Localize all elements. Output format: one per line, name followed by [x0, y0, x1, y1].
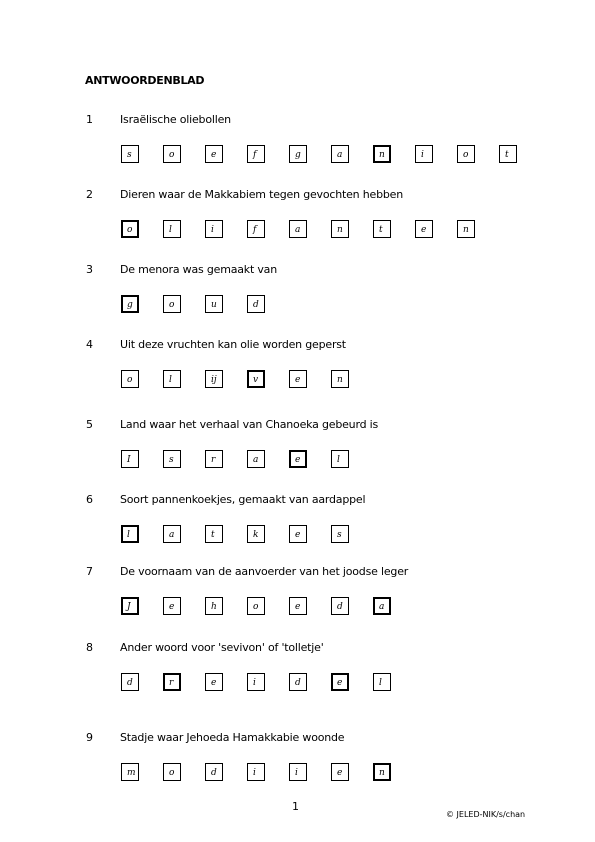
answer-letter-box: r: [205, 450, 223, 468]
answer-letter-box: ij: [205, 370, 223, 388]
answer-letter-box: l: [373, 673, 391, 691]
answer-letter-box: e: [331, 673, 349, 691]
answer-letter-box: o: [457, 145, 475, 163]
answer-letter-box: l: [121, 525, 139, 543]
question-number: 1: [86, 113, 93, 126]
question-text: Ander woord voor 'sevivon' of 'tolletje': [120, 641, 324, 654]
answer-letter-box: o: [121, 220, 139, 238]
answer-letter-box: m: [121, 763, 139, 781]
answer-letter-box: n: [331, 370, 349, 388]
question-text: Dieren waar de Makkabiem tegen gevochten hebben: [120, 188, 403, 201]
answer-letter-box: l: [163, 370, 181, 388]
answer-letter-box: d: [121, 673, 139, 691]
answer-letter-box: d: [247, 295, 265, 313]
question-number: 3: [86, 263, 93, 276]
question-number: 4: [86, 338, 93, 351]
answer-letter-box: e: [163, 597, 181, 615]
answer-letter-box: i: [205, 220, 223, 238]
answer-letter-box: n: [457, 220, 475, 238]
answer-letter-box: a: [331, 145, 349, 163]
answer-letter-box: k: [247, 525, 265, 543]
answer-letter-box: e: [205, 145, 223, 163]
answer-letter-box: a: [373, 597, 391, 615]
answer-letter-box: i: [247, 673, 265, 691]
answer-letter-box: d: [205, 763, 223, 781]
answer-letter-box: t: [205, 525, 223, 543]
answer-letter-box: d: [331, 597, 349, 615]
answer-letter-box: s: [163, 450, 181, 468]
answer-letter-box: f: [247, 220, 265, 238]
answer-letter-box: o: [121, 370, 139, 388]
answer-letter-box: s: [331, 525, 349, 543]
answer-letter-box: e: [289, 370, 307, 388]
answer-letter-box: f: [247, 145, 265, 163]
answer-letter-box: d: [289, 673, 307, 691]
answer-letter-box: a: [289, 220, 307, 238]
answer-letter-box: i: [415, 145, 433, 163]
question-text: De voornaam van de aanvoerder van het joodse leger: [120, 565, 409, 578]
question-number: 5: [86, 418, 93, 431]
question-text: Stadje waar Jehoeda Hamakkabie woonde: [120, 731, 345, 744]
answer-letter-box: o: [247, 597, 265, 615]
answer-letter-box: s: [121, 145, 139, 163]
answer-letter-box: n: [373, 145, 391, 163]
answer-letter-box: v: [247, 370, 265, 388]
answer-letter-box: e: [289, 450, 307, 468]
page-number: 1: [292, 800, 299, 813]
question-text: Uit deze vruchten kan olie worden geperst: [120, 338, 346, 351]
question-number: 6: [86, 493, 93, 506]
answer-letter-box: e: [289, 525, 307, 543]
answer-letter-box: J: [121, 597, 139, 615]
answer-letter-box: o: [163, 763, 181, 781]
copyright-notice: © JELED-NIK/s/chan: [446, 810, 526, 819]
question-text: Israëlische oliebollen: [120, 113, 231, 126]
answer-letter-box: a: [247, 450, 265, 468]
question-text: Soort pannenkoekjes, gemaakt van aardappel: [120, 493, 366, 506]
answer-letter-box: e: [331, 763, 349, 781]
answer-letter-box: g: [289, 145, 307, 163]
question-text: Land waar het verhaal van Chanoeka gebeurd is: [120, 418, 379, 431]
question-number: 9: [86, 731, 93, 744]
answer-letter-box: e: [289, 597, 307, 615]
answer-letter-box: i: [247, 763, 265, 781]
answer-letter-box: t: [499, 145, 517, 163]
answer-letter-box: l: [331, 450, 349, 468]
question-number: 2: [86, 188, 93, 201]
answer-letter-box: n: [373, 763, 391, 781]
answer-letter-box: u: [205, 295, 223, 313]
answer-letter-box: t: [373, 220, 391, 238]
answer-letter-box: a: [163, 525, 181, 543]
answer-letter-box: r: [163, 673, 181, 691]
answer-letter-box: e: [415, 220, 433, 238]
answer-letter-box: h: [205, 597, 223, 615]
answer-letter-box: n: [331, 220, 349, 238]
answer-letter-box: I: [121, 450, 139, 468]
answer-letter-box: e: [205, 673, 223, 691]
answer-letter-box: l: [163, 220, 181, 238]
question-text: De menora was gemaakt van: [120, 263, 277, 276]
answer-letter-box: o: [163, 295, 181, 313]
question-number: 8: [86, 641, 93, 654]
answer-letter-box: g: [121, 295, 139, 313]
answer-letter-box: i: [289, 763, 307, 781]
answer-letter-box: o: [163, 145, 181, 163]
question-number: 7: [86, 565, 93, 578]
page-title: ANTWOORDENBLAD: [85, 74, 205, 87]
